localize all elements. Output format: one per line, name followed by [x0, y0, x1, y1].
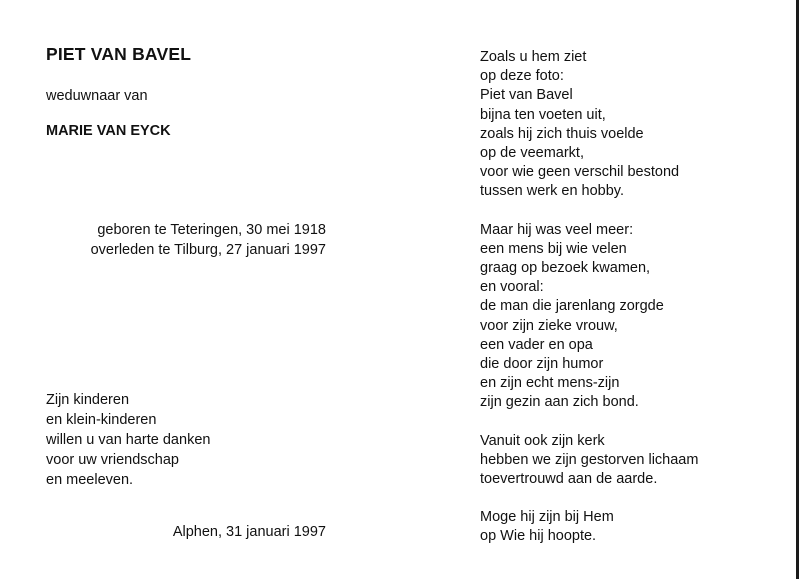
poem-line: op de veemarkt, — [480, 145, 584, 162]
poem-line: Vanuit ook zijn kerk — [480, 432, 605, 449]
poem-stanza — [480, 48, 780, 202]
spouse-name: MARIE VAN EYCK — [46, 123, 171, 139]
poem-line: bijna ten voeten uit, — [480, 106, 606, 123]
poem-line: een mens bij wie velen — [480, 240, 627, 257]
poem-line: Moge hij zijn bij Hem — [480, 509, 614, 526]
poem-line: Zoals u hem ziet — [480, 49, 587, 65]
poem-line: zoals hij zich thuis voelde — [480, 125, 644, 142]
poem-line: graag op bezoek kwamen, — [480, 260, 651, 277]
poem-line: Maar hij was veel meer: — [480, 221, 634, 238]
poem-line: en vooral: — [480, 279, 544, 296]
poem-line: Piet van Bavel — [480, 87, 573, 104]
place-and-date: Alphen, 31 januari 1997 — [172, 524, 326, 540]
birth-line: geboren te Teteringen, 30 mei 1918 — [97, 222, 326, 238]
poem-line: die door zijn humor — [480, 356, 604, 373]
life-dates — [46, 220, 326, 260]
death-line: overleden te Tilburg, 27 januari 1997 — [90, 242, 326, 258]
poem-line: hebben we zijn gestorven lichaam — [480, 451, 699, 468]
poem-line: tussen werk en hobby. — [480, 183, 625, 200]
thanks-message — [46, 390, 210, 490]
thanks-line: voor uw vriendschap — [46, 452, 179, 468]
thanks-line: willen u van harte danken — [46, 432, 211, 448]
poem-line: op deze foto: — [480, 68, 564, 85]
thanks-line: en klein-kinderen — [46, 412, 157, 428]
poem-stanza — [480, 221, 780, 413]
poem-line: en zijn echt mens-zijn — [480, 375, 620, 392]
poem-line: zijn gezin aan zich bond. — [480, 394, 639, 411]
poem-line: voor wie geen verschil bestond — [480, 164, 680, 181]
poem-line: op Wie hij hoopte. — [480, 528, 597, 545]
poem-line: de man die jarenlang zorgde — [480, 298, 664, 315]
poem-line: een vader en opa — [480, 336, 593, 353]
memorial-left-column — [46, 0, 376, 579]
poem-line: voor zijn zieke vrouw, — [480, 317, 618, 334]
poem-stanza — [480, 508, 780, 546]
poem-line: toevertrouwd aan de aarde. — [480, 471, 658, 488]
widower-of-label: weduwnaar van — [46, 88, 148, 104]
memorial-poem — [480, 48, 780, 566]
thanks-line: Zijn kinderen — [46, 392, 130, 408]
poem-stanza — [480, 432, 780, 490]
deceased-name: PIET VAN BAVEL — [46, 44, 192, 64]
thanks-line: en meeleven. — [46, 472, 134, 488]
